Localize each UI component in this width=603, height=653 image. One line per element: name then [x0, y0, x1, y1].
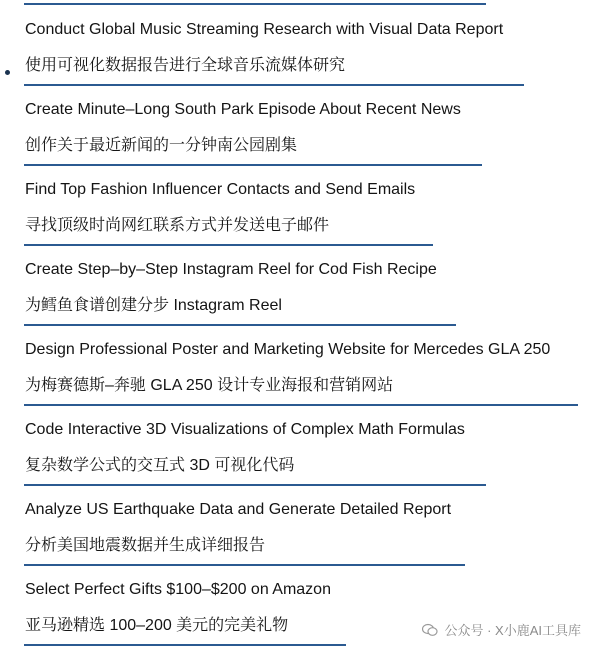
item-title-en: Code Interactive 3D Visualizations of Complex Math Formulas — [25, 421, 465, 438]
item-title-en: Create Step–by–Step Instagram Reel for Cod Fish Recipe — [25, 261, 437, 278]
list-item — [0, 400, 603, 480]
item-title-zh: 亚马逊精选 100–200 美元的完美礼物 — [25, 617, 289, 634]
list-item — [0, 160, 603, 240]
item-title-en: Create Minute–Long South Park Episode About Recent News — [25, 101, 461, 118]
item-title-zh: 创作关于最近新闻的一分钟南公园剧集 — [25, 137, 298, 154]
item-title-en: Select Perfect Gifts $100–$200 on Amazon — [25, 581, 331, 598]
list-item — [0, 240, 603, 320]
list-item — [0, 80, 603, 160]
list-item — [0, 480, 603, 560]
item-title-en: Analyze US Earthquake Data and Generate Detailed Report — [25, 501, 452, 518]
item-title-zh: 复杂数学公式的交互式 3D 可视化代码 — [25, 457, 295, 474]
watermark-text: 公众号 · X小鹿AI工具库 — [444, 623, 581, 638]
item-title-zh: 为梅赛德斯–奔驰 GLA 250 设计专业海报和营销网站 — [25, 377, 394, 394]
list-item — [0, 320, 603, 400]
item-title-zh: 为鳕鱼食谱创建分步 Instagram Reel — [25, 297, 282, 314]
item-title-en: Find Top Fashion Influencer Contacts and Send Emails — [25, 181, 416, 198]
wechat-icon — [422, 623, 438, 637]
bullet-icon — [5, 70, 10, 75]
item-title-zh: 寻找顶级时尚网红联系方式并发送电子邮件 — [25, 217, 330, 234]
item-title-zh: 分析美国地震数据并生成详细报告 — [25, 537, 266, 554]
item-underline — [24, 644, 346, 646]
watermark — [422, 620, 581, 639]
list-item — [0, 0, 603, 80]
item-title-zh: 使用可视化数据报告进行全球音乐流媒体研究 — [25, 57, 346, 74]
item-title-en: Design Professional Poster and Marketing Website for Mercedes GLA 250 — [25, 341, 551, 358]
item-title-en: Conduct Global Music Streaming Research with Visual Data Report — [25, 21, 504, 38]
